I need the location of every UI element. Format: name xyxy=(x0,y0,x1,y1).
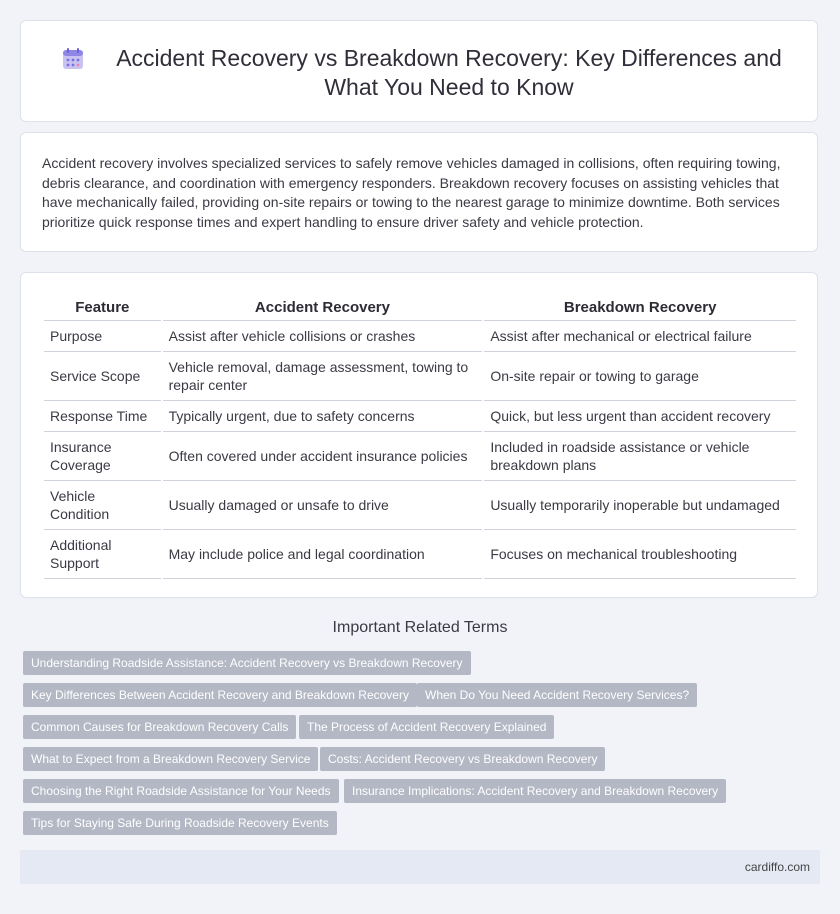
related-term-tag[interactable]: Understanding Roadside Assistance: Accident Recovery vs Breakdown Recovery xyxy=(23,651,471,675)
comparison-table xyxy=(42,295,798,579)
breakdown-cell: Assist after mechanical or electrical failure xyxy=(484,321,796,352)
accident-cell: Vehicle removal, damage assessment, towing to repair center xyxy=(163,352,483,401)
table-row xyxy=(44,352,796,401)
related-term-tag[interactable]: Key Differences Between Accident Recovery and Breakdown Recovery xyxy=(23,683,417,707)
related-terms-title: Important Related Terms xyxy=(332,619,508,636)
feature-cell: Service Scope xyxy=(44,352,161,401)
feature-cell: Response Time xyxy=(44,401,161,432)
header-card xyxy=(20,20,818,122)
accident-cell: May include police and legal coordination xyxy=(163,530,483,579)
breakdown-cell: Focuses on mechanical troubleshooting xyxy=(484,530,796,579)
table-row xyxy=(44,401,796,432)
breakdown-cell: Quick, but less urgent than accident recovery xyxy=(484,401,796,432)
feature-cell: Vehicle Condition xyxy=(44,481,161,530)
related-term-tag[interactable]: Choosing the Right Roadside Assistance for Your Needs xyxy=(23,779,339,803)
intro-card xyxy=(20,132,818,252)
related-term-tag[interactable]: When Do You Need Accident Recovery Services? xyxy=(417,683,697,707)
table-row xyxy=(44,530,796,579)
accident-cell: Assist after vehicle collisions or crashes xyxy=(163,321,483,352)
calendar-icon xyxy=(61,47,85,71)
breakdown-cell: Included in roadside assistance or vehicle breakdown plans xyxy=(484,432,796,481)
comparison-card xyxy=(20,272,818,598)
intro-paragraph: Accident recovery involves specialized services to safely remove vehicles damaged in collisions, often requiring towing, debris clearance, and coordination with emergency responders. Breakdown recovery focuses on assisting vehicles that have mechanically failed, providing on-site repairs or towing to the nearest garage to minimize downtime. Both services prioritize quick response times and expert handling to ensure driver safety and vehicle protection. xyxy=(42,155,781,230)
feature-cell: Additional Support xyxy=(44,530,161,579)
site-name[interactable]: cardiffo.com xyxy=(744,860,810,874)
related-term-tag[interactable]: Tips for Staying Safe During Roadside Recovery Events xyxy=(23,811,337,835)
table-header-row xyxy=(44,295,796,321)
column-header: Breakdown Recovery xyxy=(484,295,796,321)
feature-cell: Purpose xyxy=(44,321,161,352)
related-term-tag[interactable]: What to Expect from a Breakdown Recovery Service xyxy=(23,747,318,771)
related-term-tag[interactable]: Insurance Implications: Accident Recovery and Breakdown Recovery xyxy=(344,779,726,803)
breakdown-cell: Usually temporarily inoperable but undamaged xyxy=(484,481,796,530)
related-term-tag[interactable]: The Process of Accident Recovery Explained xyxy=(299,715,554,739)
table-row xyxy=(44,321,796,352)
footer xyxy=(20,850,820,884)
accident-cell: Typically urgent, due to safety concerns xyxy=(163,401,483,432)
table-row xyxy=(44,481,796,530)
related-term-tag[interactable]: Common Causes for Breakdown Recovery Calls xyxy=(23,715,296,739)
breakdown-cell: On-site repair or towing to garage xyxy=(484,352,796,401)
feature-cell: Insurance Coverage xyxy=(44,432,161,481)
column-header: Accident Recovery xyxy=(163,295,483,321)
page-title: Accident Recovery vs Breakdown Recovery: Key Differences and What You Need to Know xyxy=(116,45,782,100)
column-header: Feature xyxy=(44,295,161,321)
accident-cell: Often covered under accident insurance policies xyxy=(163,432,483,481)
related-term-tag[interactable]: Costs: Accident Recovery vs Breakdown Recovery xyxy=(320,747,605,771)
table-row xyxy=(44,432,796,481)
accident-cell: Usually damaged or unsafe to drive xyxy=(163,481,483,530)
